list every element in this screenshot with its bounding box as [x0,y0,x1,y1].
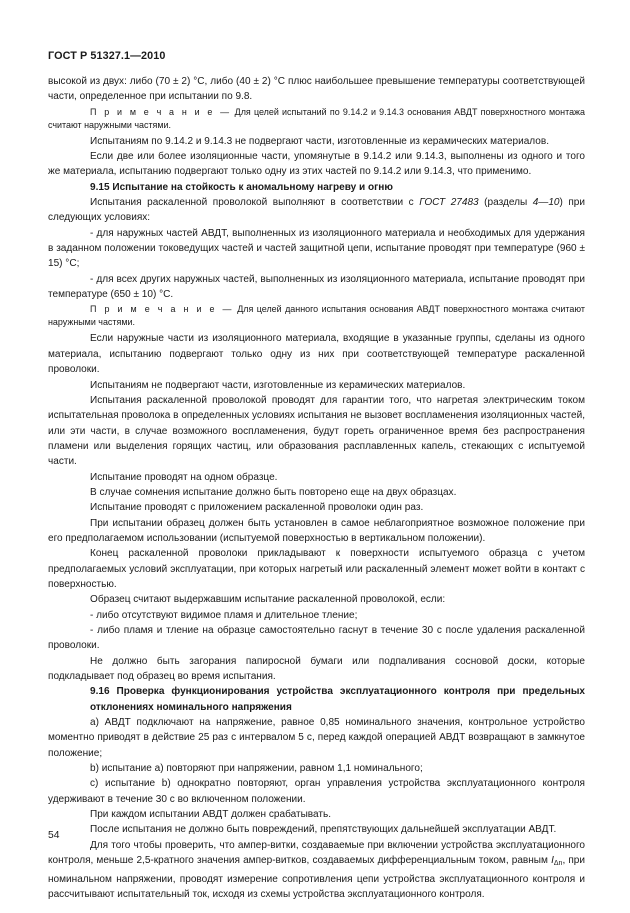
note-text: Для целей испытаний по 9.14.2 и 9.14.3 основания АВДТ поверхностного монтажа считают наружными частями. [48,106,585,130]
current-symbol: I [551,855,554,867]
page-header: ГОСТ Р 51327.1—2010 [48,50,166,62]
paragraph: Испытаниям не подвергают части, изготовленные из керамических материалов. [90,379,466,391]
note [48,106,585,132]
text-run: , при номинальном напряжении, проводят измерение сопротивления цепи устройства эксплуатационного контроля и рассчитывают испытательный ток, исходя из схемы устройства эксплуатационного контроля. [48,855,585,900]
page-number: 54 [48,830,60,841]
list-item: c) испытание b) однократно повторяют, орган управления устройства эксплуатационного контроля удерживают в течение 30 с во включенном положении. [48,778,585,805]
paragraph: Если наружные части из изоляционного материала, входящие в указанные группы, сделаны из одного материала, испытанию подвергают только одну из них при соответствующей температуре раскаленной проволоки. [48,333,585,376]
paragraph: После испытания не должно быть повреждений, препятствующих дальнейшей эксплуатации АВДТ. [90,824,557,836]
text-run: (разделы [478,197,533,209]
list-item: a) АВДТ подключают на напряжение, равное 0,85 номинального значения, контрольное устройство моментно приводят в действие 25 раз с интервалом 5 с, перед каждой операцией АВДТ возвращают в замкнутое положение; [48,717,585,759]
section-reference: 4—10 [532,197,560,209]
paragraph: Не должно быть загорания папиросной бумаги или подпаливания сосновой доски, которые подкладывает под образец во время испытания. [48,655,585,683]
paragraph: Образец считают выдержавшим испытание раскаленной проволокой, если: [90,594,446,606]
current-subscript: Δn [553,860,563,868]
paragraph: Если две или более изоляционные части, упомянутые в 9.14.2 или 9.14.3, выполнены из одного и того же материала, испытанию подвергают только одну из этих частей по 9.14.2 или 9.14.3, что применимо. [48,151,585,178]
text-run: ) при следующих условиях: [48,197,586,224]
standard-reference: ГОСТ 27483 [419,197,479,209]
paragraph: высокой из двух: либо (70 ± 2) °С, либо (40 ± 2) °С плюс наибольшее превышение температуры соответствующей части, определенное при испытании по 9.8. [48,76,585,103]
paragraph [48,195,585,226]
list-item: - для всех других наружных частей, выполненных из изоляционного материала, испытание проводят при температуре (650 ± 10) °С. [48,273,585,301]
paragraph: В случае сомнения испытание должно быть повторено еще на двух образцах. [90,486,457,498]
paragraph: Конец раскаленной проволоки прикладывают к поверхности испытуемого образца с учетом предполагаемых условий эксплуатации, при которых нагретый или раскаленный элемент может войти в контакт с поверхностью. [48,548,585,590]
paragraph: При каждом испытании АВДТ должен срабатывать. [90,809,332,821]
note-label: П р и м е ч а н и е — [90,304,234,315]
paragraph: При испытании образец должен быть установлен в самое неблагоприятное возможное положение при его предполагаемом использовании (испытуемой поверхностью в вертикальном положении). [48,517,585,544]
note-label: П р и м е ч а н и е — [90,106,232,117]
page-body [48,74,585,902]
list-item: b) испытание a) повторяют при напряжении, равном 1,1 номинального; [90,763,423,775]
note-text: Для целей данного испытания основания АВДТ поверхностного монтажа считают наружными частями. [48,304,585,328]
paragraph: Испытаниям по 9.14.2 и 9.14.3 не подвергают части, изготовленные из керамических материалов. [90,135,549,147]
paragraph: Испытания раскаленной проволокой проводят для гарантии того, что нагретая электрическим током испытательная проволока в определенных условиях испытания не вызовет воспламенения изоляционных частей, или эти части, в случае возможного воспламенения, будут гореть ограниченное время без распространения пламени или выделения горящих частиц, или образования расплавленных капель, стекающих с испытуемой части. [48,394,585,468]
text-run: Испытания раскаленной проволокой выполняют в соответствии с [90,197,420,209]
list-item: - для наружных частей АВДТ, выполненных из изоляционного материала и необходимых для удержания в заданном положении токоведущих частей и частей защитной цепи, испытание проводят при температуре (960 ± 15) °С; [48,227,585,270]
paragraph [48,838,585,902]
section-heading-9-15: 9.15 Испытание на стойкость к аномальному нагреву и огню [90,181,393,193]
paragraph: Испытание проводят с приложением раскаленной проволоки один раз. [90,502,424,514]
section-heading-9-16: 9.16 Проверка функционирования устройства эксплуатационного контроля при предельных отклонениях номинального напряжения [90,686,585,713]
list-item: - либо пламя и тление на образце самостоятельно гаснут в течение 30 с после удаления раскаленной проволоки. [48,625,585,652]
note [48,303,585,329]
paragraph: Испытание проводят на одном образце. [90,471,278,483]
text-run: Для того чтобы проверить, что ампер-витки, создаваемые при включении устройства эксплуатационного контроля, меньше 2,5-кратного значения ампер-витков, создаваемых дифференциальным током, равным [48,839,585,867]
list-item: - либо отсутствуют видимое пламя и длительное тление; [90,609,358,621]
